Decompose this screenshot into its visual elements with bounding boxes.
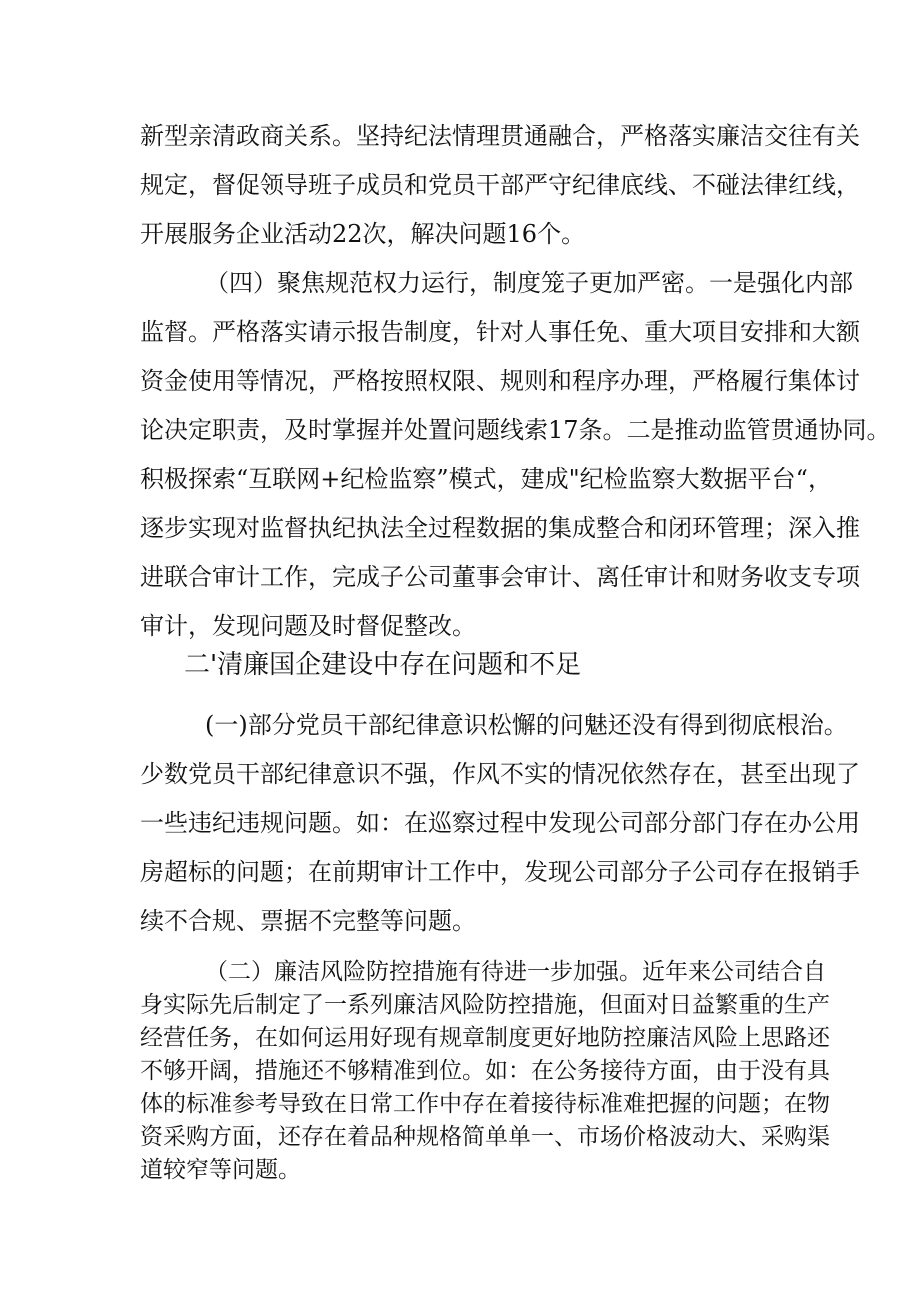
text-line: 开展服务企业活动22次，解决问题16个。 bbox=[140, 220, 586, 248]
text-line: 资金使用等情况，严格按照权限、规则和程序办理，严格履行集体讨 bbox=[140, 367, 860, 395]
text-line: 资采购方面，还存在着品种规格简单单一、市场价格波动大、采购渠 bbox=[140, 1124, 830, 1150]
text-line: 不够开阔，措施还不够精准到位。如：在公务接待方面，由于没有具 bbox=[140, 1058, 830, 1084]
text-line: 积极探索“互联网+纪检监察”模式，建成"纪检监察大数据平台“， bbox=[140, 465, 832, 493]
section-heading: 二'清廉国企建设中存在问题和不足 bbox=[184, 650, 582, 680]
text-line: 少数党员干部纪律意识不强，作风不实的情况依然存在，甚至出现了 bbox=[140, 760, 860, 788]
text-line: 经营任务，在如何运用好现有规章制度更好地防控廉洁风险上思路还 bbox=[140, 1025, 830, 1051]
text-line: （四）聚焦规范权力运行，制度笼子更加严密。一是强化内部 bbox=[205, 269, 853, 297]
text-line: 道较窄等问题。 bbox=[140, 1157, 301, 1183]
text-line: 一些违纪违规问题。如：在巡察过程中发现公司部分部门存在办公用 bbox=[140, 809, 860, 837]
text-line: 房超标的问题；在前期审计工作中，发现公司部分子公司存在报销手 bbox=[140, 858, 860, 886]
text-line: 进联合审计工作，完成子公司董事会审计、离任审计和财务收支专项 bbox=[140, 563, 860, 591]
text-line: 逐步实现对监督执纪执法全过程数据的集成整合和闭环管理；深入推 bbox=[140, 514, 860, 542]
text-line: (一)部分党员干部纪律意识松懈的问魅还没有得到彻底根治。 bbox=[205, 711, 848, 739]
text-line: 续不合规、票据不完整等问题。 bbox=[140, 907, 476, 935]
text-line: （二）廉洁风险防控措施有待进一步加强。近年来公司结合自 bbox=[205, 959, 826, 985]
text-line: 身实际先后制定了一系列廉洁风险防控措施，但面对日益繁重的生产 bbox=[140, 992, 830, 1018]
text-line: 审计，发现问题及时督促整改。 bbox=[140, 612, 476, 640]
text-line: 体的标准参考导致在日常工作中存在着接待标准难把握的问题；在物 bbox=[140, 1091, 830, 1117]
text-line: 规定，督促领导班子成员和党员干部严守纪律底线、不碰法律红线， bbox=[140, 171, 860, 199]
text-line: 论决定职责，及时掌握并处置问题线索17条。二是推动监管贯通协同。 bbox=[140, 416, 891, 444]
text-line: 新型亲清政商关系。坚持纪法情理贯通融合，严格落实廉洁交往有关 bbox=[140, 122, 860, 150]
text-line: 监督。严格落实请示报告制度，针对人事任免、重大项目安排和大额 bbox=[140, 318, 860, 346]
